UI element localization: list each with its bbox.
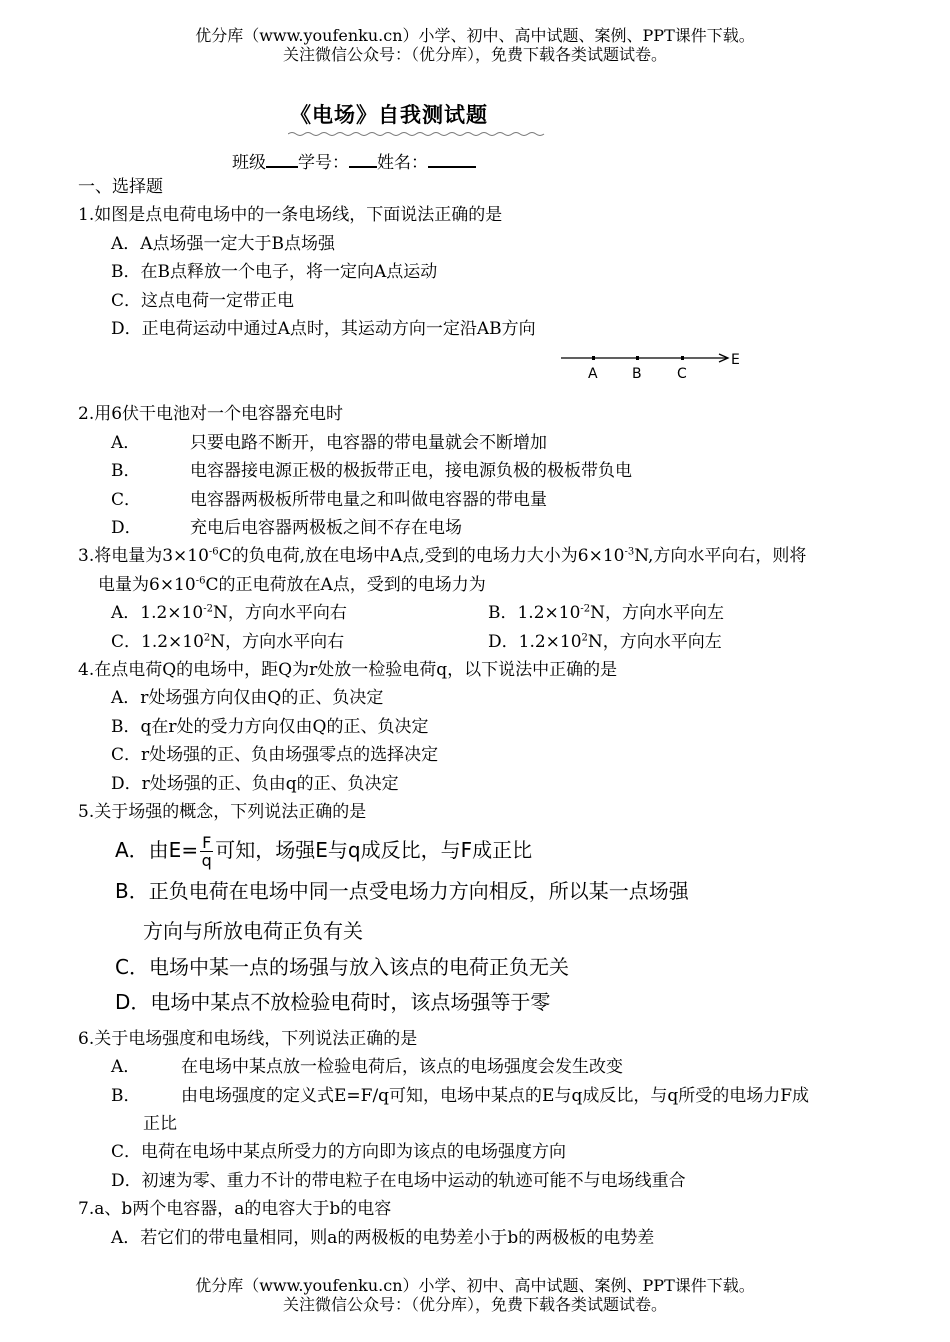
class-label: 班级 [232, 153, 266, 173]
student-info [232, 151, 476, 172]
name-blank[interactable] [428, 151, 476, 168]
q2-option-d: 充电后电容器两极板之间不存在电场 [190, 518, 462, 538]
q1-field-line-figure [555, 348, 755, 384]
q2-stem: 2.用6伏干电池对一个电容器充电时 [78, 404, 344, 424]
q4-option-b: B．q在r处的受力方向仅由Q的正、负决定 [111, 717, 429, 737]
student-id-blank[interactable] [349, 151, 377, 168]
footer-line-1: 优分库（www.youfenku.cn）小学、初中、高中试题、案例、PPT课件下载。 [195, 1276, 755, 1295]
point-b-label: B [632, 366, 642, 382]
field-e-label: E [731, 352, 740, 368]
q4-option-c: C．r处场强的正、负由场强零点的选择决定 [111, 745, 439, 765]
q5-fraction: $\frac{F}{q}$ [201, 833, 212, 870]
section-heading: 一、选择题 [78, 177, 163, 197]
q7-stem: 7.a、b两个电容器，a的电容大于b的电容 [78, 1199, 392, 1219]
q2-option-a-label: A． [111, 433, 141, 453]
page-title: 《电场》自我测试题 [290, 103, 488, 127]
q5-option-d: D．电场中某点不放检验电荷时，该点场强等于零 [115, 990, 551, 1014]
q6-option-a-label: A． [111, 1057, 141, 1077]
q2-option-b: 电容器接电源正极的极扳带正电，接电源负极的极板带负电 [190, 461, 632, 481]
q1-option-d: D．正电荷运动中通过A点时，其运动方向一定沿AB方向 [111, 319, 536, 339]
title-wavy-underline [288, 131, 550, 137]
q5-stem: 5.关于场强的概念，下列说法正确的是 [78, 802, 367, 822]
q3-option-b: B．$1.2\times 10^{-2}N$，方向水平向左 [488, 603, 725, 623]
q6-option-c: C．电荷在电场中某点所受力的方向即为该点的电场强度方向 [111, 1142, 567, 1162]
q6-stem: 6.关于电场强度和电场线，下列说法正确的是 [78, 1029, 418, 1049]
q5-option-b: B．正负电荷在电场中同一点受电场力方向相反，所以某一点场强 [115, 879, 689, 903]
q2-option-a: 只要电路不断开，电容器的带电量就会不断增加 [190, 433, 547, 453]
q1-option-b: B．在B点释放一个电子，将一定向A点运动 [111, 262, 438, 282]
q4-option-d: D．r处场强的正、负由q的正、负决定 [111, 774, 399, 794]
q2-option-c: 电容器两极板所带电量之和叫做电容器的带电量 [190, 490, 547, 510]
q6-option-b-label: B． [111, 1086, 141, 1106]
point-c-marker [681, 356, 684, 360]
q1-stem: 1.如图是点电荷电场中的一条电场线，下面说法正确的是 [78, 205, 503, 225]
point-a-label: A [588, 366, 598, 382]
q6-option-d: D．初速为零、重力不计的带电粒子在电场中运动的轨迹可能不与电场线重合 [111, 1171, 686, 1191]
footer-line-2: 关注微信公众号：（优分库），免费下载各类试题试卷。 [282, 1295, 667, 1314]
q3-stem: 3.将电量为$3\times 10^{-6}C$的负电荷,放在电场中A点,受到的电场力大小为$6\times 10^{-3}N$,方向水平向右，则将 [78, 546, 807, 566]
q4-option-a: A．r处场强方向仅由Q的正、负决定 [111, 688, 384, 708]
q1-option-a: A．A点场强一定大于B点场强 [111, 234, 336, 254]
q7-option-a: A．若它们的带电量相同，则a的两极板的电势差小于b的两极板的电势差 [111, 1228, 655, 1248]
q6-option-b: 由电场强度的定义式E=F/q可知，电场中某点的E与q成反比，与q所受的电场力F成 [181, 1086, 810, 1106]
point-b-marker [636, 356, 639, 360]
q5-option-c: C．电场中某一点的场强与放入该点的电荷正负无关 [115, 955, 569, 979]
q2-option-c-label: C． [111, 490, 142, 510]
q2-option-d-label: D． [111, 518, 142, 538]
q4-stem: 4.在点电荷Q的电场中，距Q为r处放一检验电荷q，以下说法中正确的是 [78, 660, 618, 680]
q3-option-c: C．$1.2\times 10^2N$，方向水平向右 [111, 632, 345, 652]
class-blank[interactable] [266, 151, 298, 168]
q2-option-b-label: B． [111, 461, 141, 481]
q5-option-b-cont: 方向与所放电荷正负有关 [143, 919, 363, 943]
q5-option-a: A．由E= $\frac{F}{q}$ 可知，场强E与q成反比，与F成正比 [115, 833, 533, 870]
point-c-label: C [677, 366, 687, 382]
student-id-label: 学号： [298, 153, 349, 173]
q6-option-a: 在电场中某点放一检验电荷后，该点的电场强度会发生改变 [181, 1057, 623, 1077]
header-line-2: 关注微信公众号：（优分库），免费下载各类试题试卷。 [282, 45, 667, 64]
q3-option-a: A．$1.2\times 10^{-2}N$，方向水平向右 [111, 603, 347, 623]
q3-option-d: D．$1.2\times 10^2N$，方向水平向左 [488, 632, 722, 652]
q1-option-c: C．这点电荷一定带正电 [111, 291, 295, 311]
header-line-1: 优分库（www.youfenku.cn）小学、初中、高中试题、案例、PPT课件下载。 [195, 26, 755, 45]
name-label: 姓名： [377, 153, 428, 173]
point-a-marker [592, 356, 595, 360]
q3-stem-line-2: 电量为$6\times 10^{-6}C$的正电荷放在A点，受到的电场力为 [98, 575, 486, 595]
q6-option-b-cont: 正比 [143, 1114, 177, 1134]
